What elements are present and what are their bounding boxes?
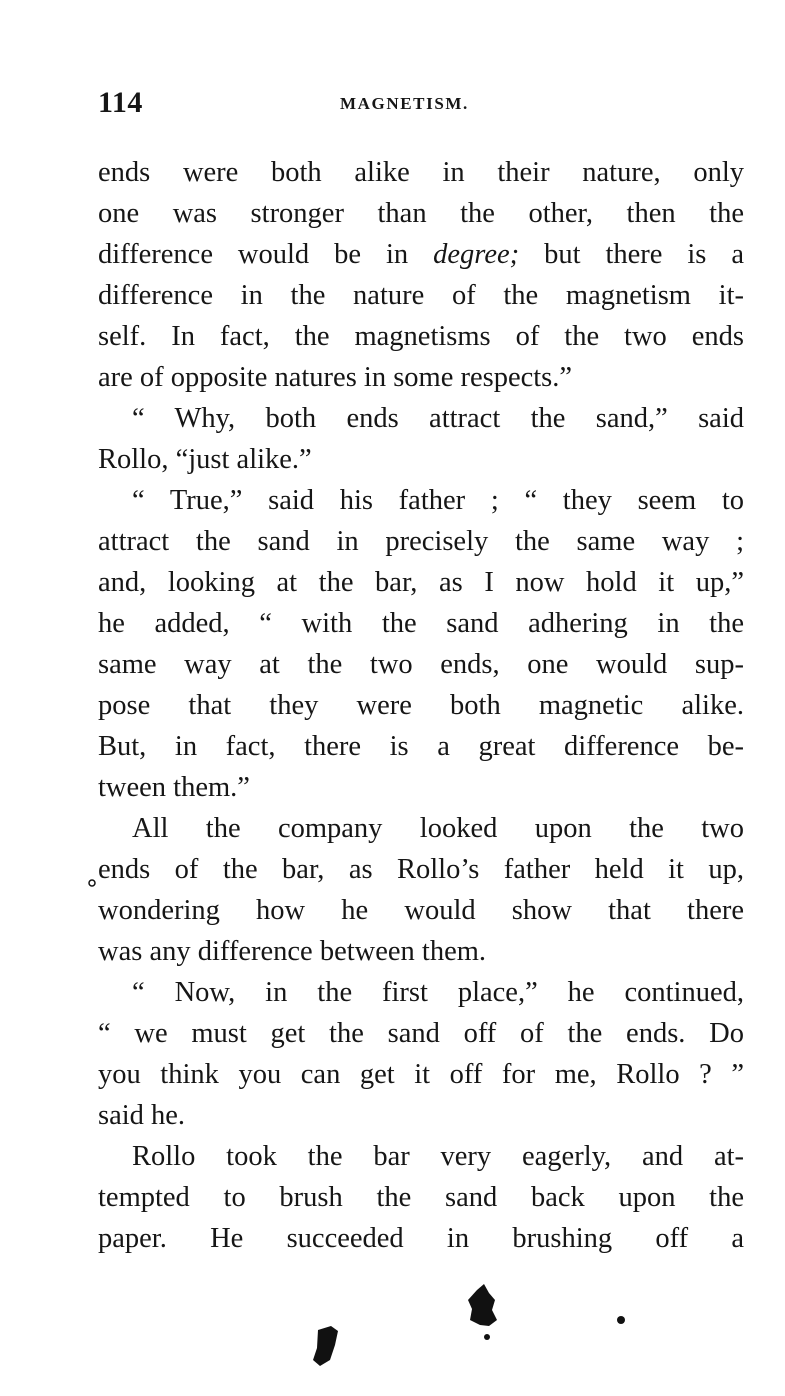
text-run: but there is a — [519, 239, 744, 270]
text-line: “ True,” said his father ; “ they seem to — [132, 485, 744, 516]
text-line: “ Why, both ends attract the sand,” said — [132, 403, 744, 434]
text-run: difference would be in — [98, 239, 434, 270]
page-number: 114 — [98, 86, 143, 119]
text-line: he added, “ with the sand adhering in the — [98, 608, 744, 639]
ink-blot — [313, 1326, 338, 1366]
ink-blot — [468, 1284, 497, 1326]
text-line: ends of the bar, as Rollo’s father held it up, — [98, 854, 744, 885]
text-line: “ Now, in the first place,” he continued, — [132, 977, 744, 1008]
text-line: Rollo, “just alike.” — [98, 444, 312, 475]
text-line: and, looking at the bar, as I now hold it up,” — [98, 567, 744, 598]
body-text — [98, 152, 744, 1259]
text-line: But, in fact, there is a great difference be- — [98, 731, 744, 762]
text-line: difference in the nature of the magnetism it- — [98, 280, 744, 311]
text-line: said he. — [98, 1100, 186, 1131]
text-line: “ we must get the sand off of the ends. Do — [98, 1018, 744, 1049]
running-head: MAGNETISM. — [340, 94, 469, 113]
text-line: Rollo took the bar very eagerly, and at- — [132, 1141, 744, 1172]
text-line: attract the sand in precisely the same way ; — [98, 526, 744, 557]
text-line: are of opposite natures in some respects.” — [98, 362, 573, 393]
ink-blot — [484, 1334, 490, 1340]
text-line: tempted to brush the sand back upon the — [98, 1182, 744, 1213]
ink-blot — [89, 880, 95, 886]
text-line: wondering how he would show that there — [98, 895, 744, 926]
text-line: self. In fact, the magnetisms of the two ends — [98, 321, 744, 352]
text-line: one was stronger than the other, then the — [98, 198, 744, 229]
emphasized-word: degree; — [433, 239, 520, 270]
text-line: you think you can get it off for me, Rollo ? ” — [98, 1059, 744, 1090]
text-line: was any difference between them. — [98, 936, 487, 967]
text-line — [98, 234, 744, 275]
text-line: ends were both alike in their nature, only — [98, 157, 744, 188]
text-line: pose that they were both magnetic alike. — [98, 690, 744, 721]
text-line: same way at the two ends, one would sup- — [98, 649, 744, 680]
page-header — [98, 86, 744, 126]
text-line: tween them.” — [98, 772, 250, 803]
text-line: paper. He succeeded in brushing off a — [98, 1223, 744, 1254]
ink-blot — [617, 1316, 625, 1324]
text-line: All the company looked upon the two — [132, 813, 744, 844]
